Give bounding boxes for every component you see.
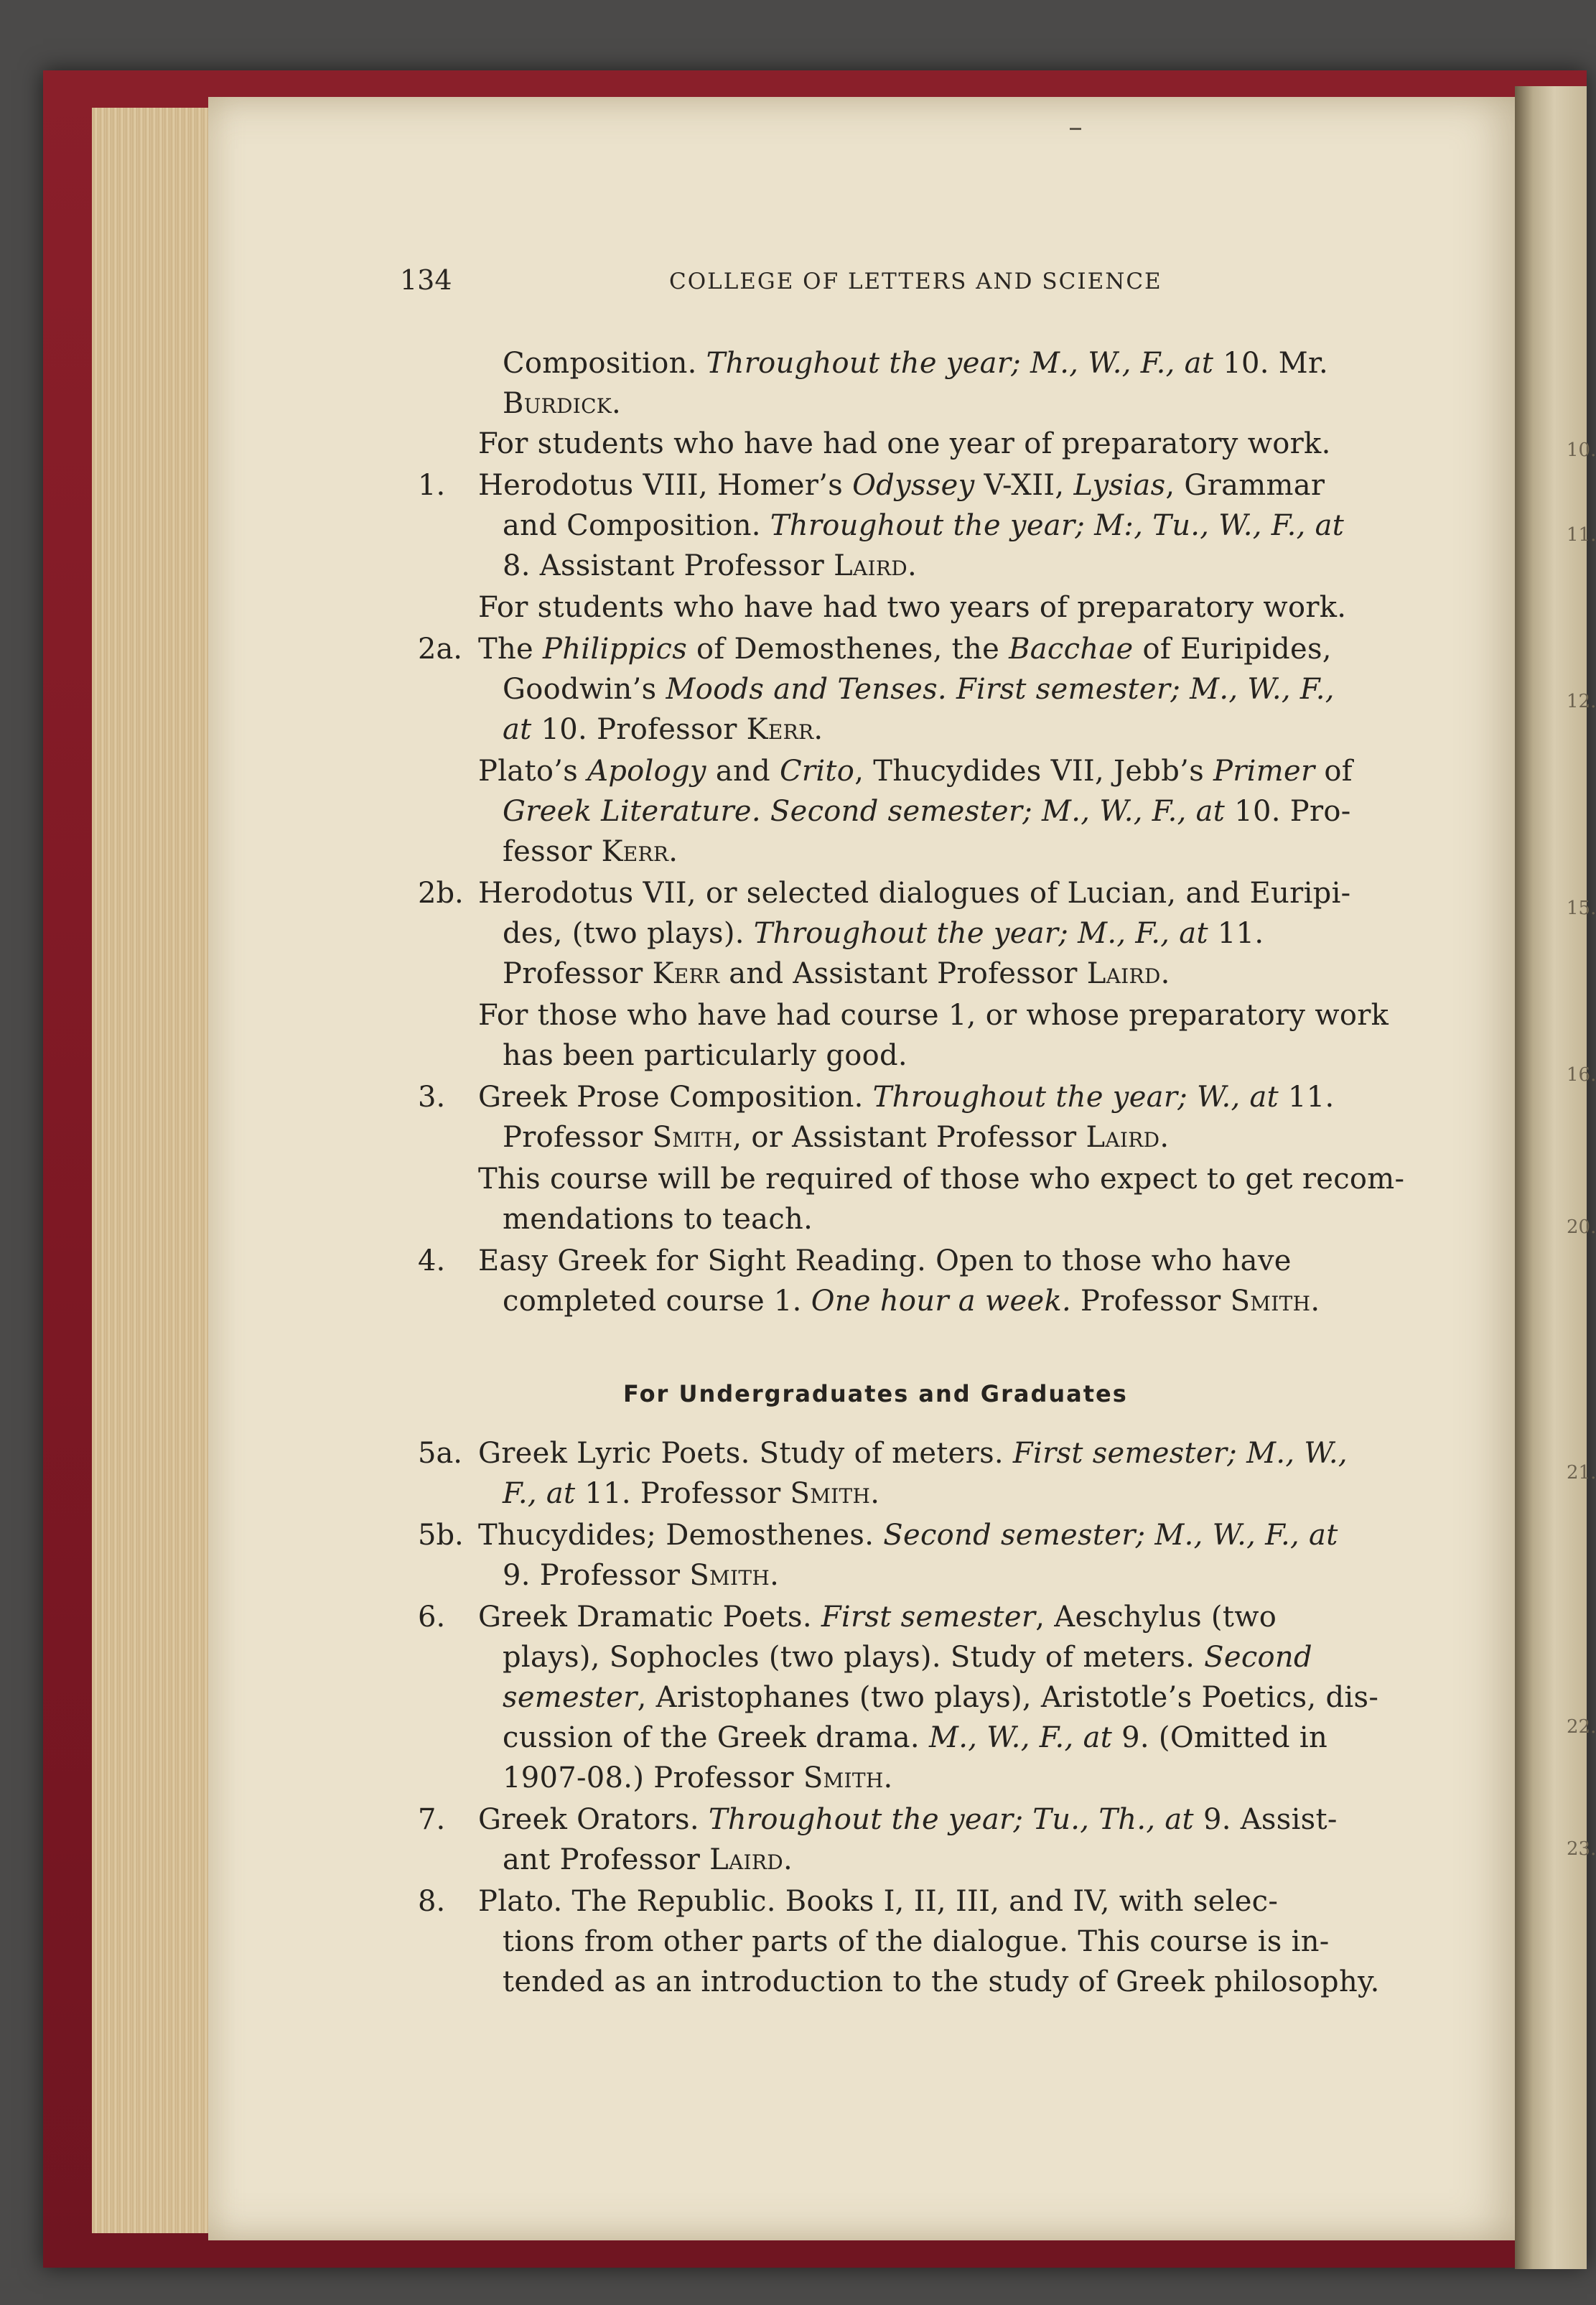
course-number: 5a. xyxy=(418,1437,463,1470)
text-line: Herodotus VII, or selected dialogues of Lucian, and Euripi- xyxy=(478,877,1351,910)
course-number: 4. xyxy=(418,1244,446,1277)
text-line: fessor Kerr. xyxy=(503,835,678,868)
margin-mark: 22. xyxy=(1567,1716,1596,1738)
course-number: 6. xyxy=(418,1601,446,1634)
text-line: For students who have had one year of preparatory work. xyxy=(478,427,1331,460)
text-line: Plato. The Republic. Books I, II, III, and IV, with selec- xyxy=(478,1885,1279,1918)
text-line: Herodotus VIII, Homer’s Odyssey V-XII, Lysias, Grammar xyxy=(478,469,1325,502)
text-line: Burdick. xyxy=(503,387,622,420)
margin-mark: 20. xyxy=(1567,1216,1596,1238)
text-line: Greek Dramatic Poets. First semester, Aeschylus (two xyxy=(478,1601,1277,1634)
text-line: des, (two plays). Throughout the year; M., F., at 11. xyxy=(503,917,1264,950)
text-line: ant Professor Laird. xyxy=(503,1843,793,1876)
text-line: For students who have had two years of preparatory work. xyxy=(478,591,1347,624)
margin-mark: 11. xyxy=(1567,524,1596,546)
course-number: 3. xyxy=(418,1081,446,1114)
text-line: This course will be required of those who expect to get recom- xyxy=(478,1163,1405,1196)
text-line: For those who have had course 1, or whose preparatory work xyxy=(478,999,1389,1032)
page-number: 134 xyxy=(400,264,452,296)
text-line: Greek Orators. Throughout the year; Tu., Th., at 9. Assist- xyxy=(478,1803,1338,1836)
text-line: Professor Smith, or Assistant Professor Laird. xyxy=(503,1121,1170,1154)
margin-mark: 10. xyxy=(1567,439,1596,461)
print-mark xyxy=(1070,128,1081,130)
text-line: Greek Lyric Poets. Study of meters. First semester; M., W., xyxy=(478,1437,1348,1470)
text-line: Greek Literature. Second semester; M., W., F., at 10. Pro- xyxy=(503,795,1351,828)
text-line: at 10. Professor Kerr. xyxy=(503,713,823,746)
text-line: Plato’s Apology and Crito, Thucydides VII, Jebb’s Primer of xyxy=(478,755,1353,788)
text-line: plays), Sophocles (two plays). Study of meters. Second xyxy=(503,1641,1312,1674)
text-line: 9. Professor Smith. xyxy=(503,1559,780,1592)
text-line: Easy Greek for Sight Reading. Open to those who have xyxy=(478,1244,1292,1277)
section-subheading: For Undergraduates and Graduates xyxy=(623,1380,1128,1407)
course-number: 5b. xyxy=(418,1519,464,1552)
course-number: 7. xyxy=(418,1803,446,1836)
text-line: Thucydides; Demosthenes. Second semester; M., W., F., at xyxy=(478,1519,1338,1552)
text-line: Professor Kerr and Assistant Professor Laird. xyxy=(503,957,1170,990)
next-page-strip xyxy=(1515,86,1587,2269)
text-line: Greek Prose Composition. Throughout the year; W., at 11. xyxy=(478,1081,1335,1114)
page-edges xyxy=(92,108,214,2233)
margin-mark: 15. xyxy=(1567,898,1596,919)
course-number: 2a. xyxy=(418,633,463,666)
course-number: 1. xyxy=(418,469,446,502)
course-number: 2b. xyxy=(418,877,464,910)
text-line: tended as an introduction to the study of Greek philosophy. xyxy=(503,1965,1380,1998)
course-number: 8. xyxy=(418,1885,446,1918)
text-line: Composition. Throughout the year; M., W., F., at 10. Mr. xyxy=(503,347,1329,380)
text-line: F., at 11. Professor Smith. xyxy=(503,1477,880,1510)
text-line: has been particularly good. xyxy=(503,1039,907,1072)
text-line: tions from other parts of the dialogue. This course is in- xyxy=(503,1925,1330,1958)
text-line: Goodwin’s Moods and Tenses. First semester; M., W., F., xyxy=(503,673,1335,706)
margin-mark: 16. xyxy=(1567,1064,1596,1086)
text-line: semester, Aristophanes (two plays), Aristotle’s Poetics, dis- xyxy=(503,1681,1379,1714)
text-line: completed course 1. One hour a week. Professor Smith. xyxy=(503,1285,1320,1318)
margin-mark: 21. xyxy=(1567,1462,1596,1484)
margin-mark: 12. xyxy=(1567,691,1596,712)
text-line: The Philippics of Demosthenes, the Bacchae of Euripides, xyxy=(478,633,1332,666)
running-header: COLLEGE OF LETTERS AND SCIENCE xyxy=(669,269,1162,294)
text-line: cussion of the Greek drama. M., W., F., at 9. (Omitted in xyxy=(503,1721,1328,1754)
text-line: and Composition. Throughout the year; M:, Tu., W., F., at xyxy=(503,509,1345,542)
text-line: mendations to teach. xyxy=(503,1203,813,1236)
text-line: 1907-08.) Professor Smith. xyxy=(503,1761,893,1794)
text-line: 8. Assistant Professor Laird. xyxy=(503,549,917,582)
margin-mark: 23. xyxy=(1567,1838,1596,1860)
